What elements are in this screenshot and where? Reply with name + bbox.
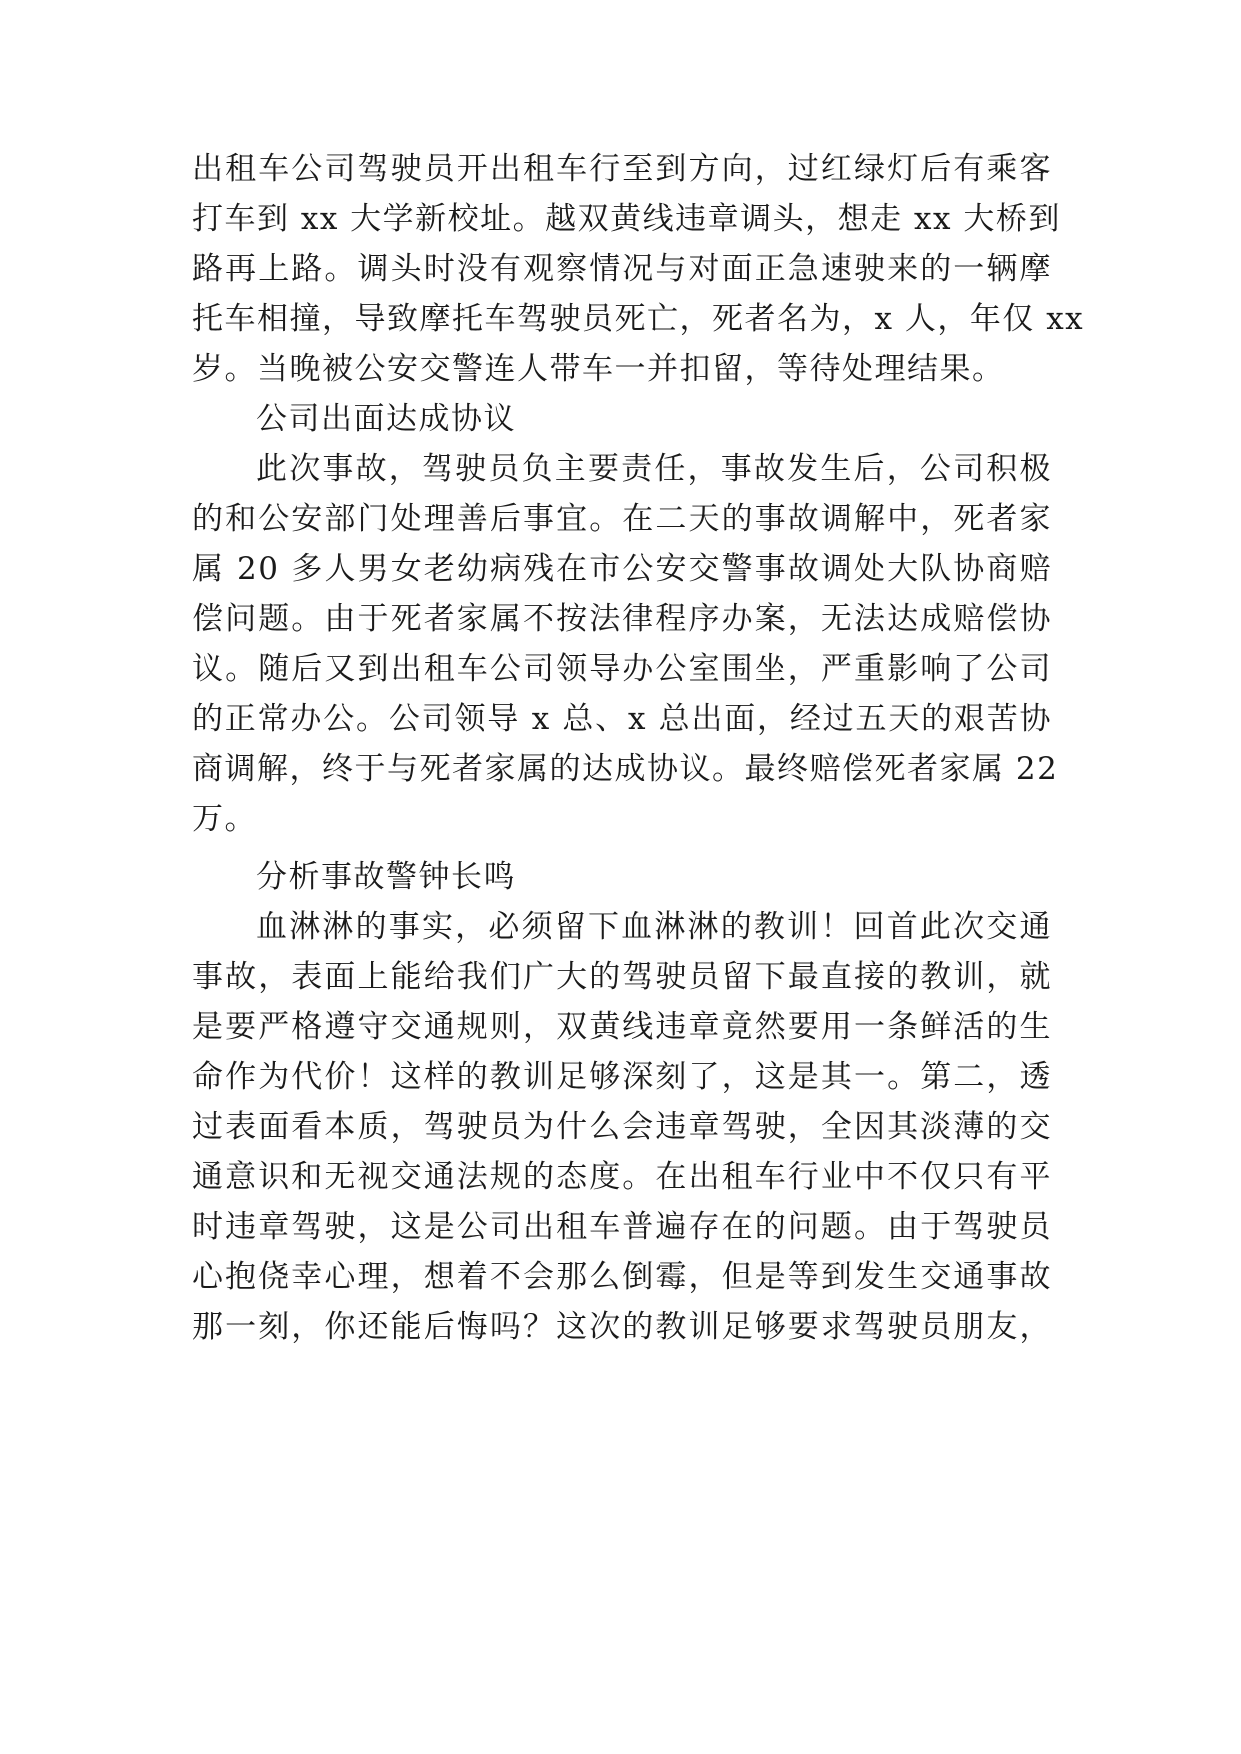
body-text-line: 过表面看本质，驾驶员为什么会违章驾驶，全因其淡薄的交 — [192, 1109, 1052, 1145]
body-text-line: 是要严格遵守交通规则，双黄线违章竟然要用一条鲜活的生 — [192, 1009, 1052, 1045]
body-text-line: 事故，表面上能给我们广大的驾驶员留下最直接的教训，就 — [192, 959, 1052, 995]
section-heading: 公司出面达成协议 — [256, 401, 516, 437]
body-text-line: 此次事故，驾驶员负主要责任，事故发生后，公司积极 — [256, 451, 1052, 487]
body-text-line: 路再上路。调头时没有观察情况与对面正急速驶来的一辆摩 — [192, 251, 1052, 287]
body-text-line: 命作为代价！这样的教训足够深刻了，这是其一。第二，透 — [192, 1059, 1052, 1095]
body-text-line: 通意识和无视交通法规的态度。在出租车行业中不仅只有平 — [192, 1159, 1052, 1195]
body-text-line: 万。 — [192, 801, 257, 837]
body-text-line: 打车到 xx 大学新校址。越双黄线违章调头，想走 xx 大桥到 — [192, 201, 1061, 237]
body-text-line: 属 20 多人男女老幼病残在市公安交警事故调处大队协商赔 — [192, 551, 1052, 587]
body-text-line: 托车相撞，导致摩托车驾驶员死亡，死者名为，x 人，年仅 xx — [192, 301, 1085, 337]
body-text-line: 偿问题。由于死者家属不按法律程序办案，无法达成赔偿协 — [192, 601, 1052, 637]
body-text-line: 岁。当晚被公安交警连人带车一并扣留，等待处理结果。 — [192, 351, 1005, 387]
body-text-line: 心抱侥幸心理，想着不会那么倒霉，但是等到发生交通事故 — [192, 1259, 1052, 1295]
body-text-line: 那一刻，你还能后悔吗？这次的教训足够要求驾驶员朋友， — [192, 1309, 1052, 1345]
body-text-line: 出租车公司驾驶员开出租车行至到方向，过红绿灯后有乘客 — [192, 151, 1052, 187]
body-text-line: 商调解，终于与死者家属的达成协议。最终赔偿死者家属 22 — [192, 751, 1059, 787]
body-text-line: 血淋淋的事实，必须留下血淋淋的教训！回首此次交通 — [256, 909, 1052, 945]
body-text-line: 的和公安部门处理善后事宜。在二天的事故调解中，死者家 — [192, 501, 1052, 537]
section-heading: 分析事故警钟长鸣 — [256, 859, 516, 895]
body-text-line: 的正常办公。公司领导 x 总、x 总出面，经过五天的艰苦协 — [192, 701, 1052, 737]
body-text-line: 时违章驾驶，这是公司出租车普遍存在的问题。由于驾驶员 — [192, 1209, 1052, 1245]
body-text-line: 议。随后又到出租车公司领导办公室围坐，严重影响了公司 — [192, 651, 1052, 687]
